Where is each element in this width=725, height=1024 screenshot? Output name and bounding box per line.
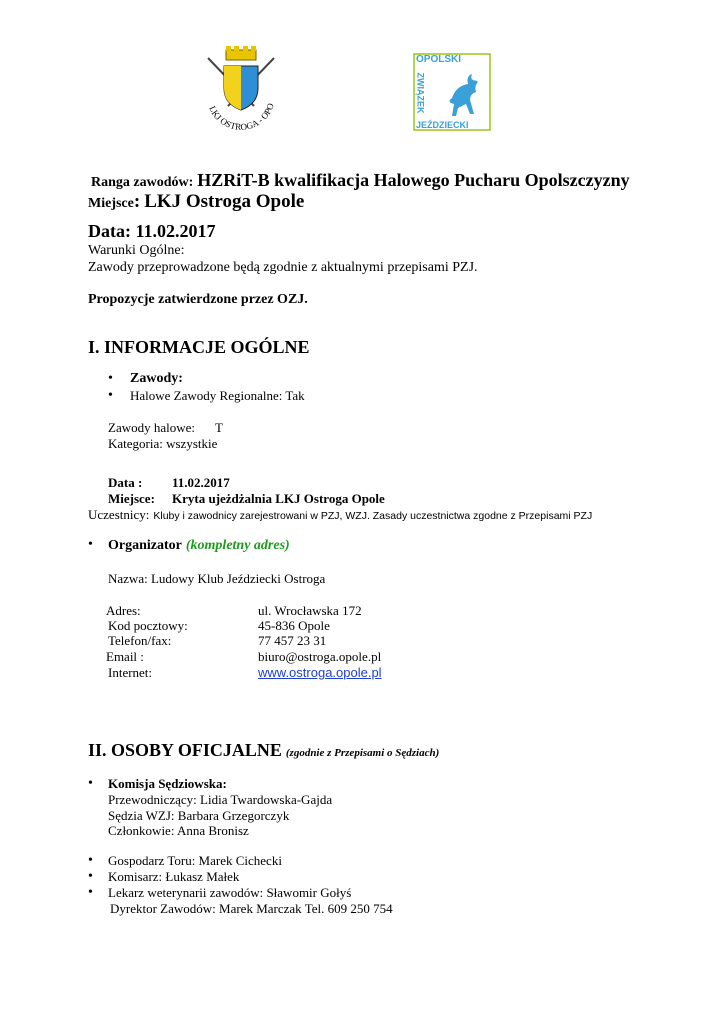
postal-code-value: 45-836 Opole (258, 618, 330, 633)
course-manager: Gospodarz Toru: Marek Cichecki (108, 853, 282, 868)
event-place-value: Kryta ujeżdżalnia LKJ Ostroga Opole (172, 491, 385, 506)
bullet-icon: • (88, 776, 93, 791)
warunki-title: Warunki Ogólne: (88, 243, 185, 258)
miejsce-label: Miejsce (88, 196, 134, 211)
director: Dyrektor Zawodów: Marek Marczak Tel. 609 250 754 (110, 901, 393, 916)
section2-heading: II. OSOBY OFICJALNE (88, 740, 282, 760)
email-value: biuro@ostroga.opole.pl (258, 649, 382, 664)
section2-heading-line (88, 740, 439, 761)
uczestnicy-text: Kluby i zawodnicy zarejestrowani w PZJ, WZJ. Zasady uczestnictwa zgodne z Przepisami PZJ (153, 510, 593, 522)
internet-label: Internet: (108, 665, 153, 680)
zawody-halowe-label: Zawody halowe: (108, 420, 196, 435)
uczestnicy-line (88, 506, 592, 524)
bullet-icon: • (88, 853, 93, 868)
zawody-halowe-value: T (215, 420, 223, 435)
email-label: Email : (106, 649, 144, 664)
kategoria: Kategoria: wszystkie (108, 436, 218, 451)
miejsce-value: LKJ Ostroga Opole (144, 191, 305, 212)
propozycje-note: Propozycje zatwierdzone przez OZJ. (88, 292, 308, 307)
federation-logo-line2: ZWIĄZEK (415, 72, 426, 114)
miejsce-colon: : (133, 191, 141, 212)
section1-heading: I. INFORMACJE OGÓLNE (88, 337, 310, 357)
bullet-icon: • (108, 388, 113, 403)
zawody-label: Zawody: (130, 371, 183, 386)
veterinarian: Lekarz weterynarii zawodów: Sławomir Gołyś (108, 885, 352, 900)
komisja-chair: Przewodniczący: Lidia Twardowska-Gajda (108, 792, 333, 807)
commissioner: Komisarz: Łukasz Małek (108, 869, 240, 884)
organizator-note: (kompletny adres) (185, 538, 290, 553)
bullet-icon: • (88, 869, 93, 884)
data-heading: Data: 11.02.2017 (88, 221, 216, 241)
organizator-line (108, 536, 290, 554)
event-date-value: 11.02.2017 (172, 475, 230, 490)
komisja-title: Komisja Sędziowska: (108, 776, 227, 791)
federation-logo-line3: JEŹDZIECKI (416, 120, 469, 130)
svg-text:LKJ OSTROGA - OPOLE: LKJ OSTROGA - OPO (207, 101, 276, 132)
event-date-label: Data : (108, 475, 143, 490)
address-label: Adres: (106, 603, 141, 618)
komisja-judge: Sędzia WZJ: Barbara Grzegorczyk (108, 808, 290, 823)
miejsce-line (88, 191, 304, 213)
komisja-members: Członkowie: Anna Bronisz (108, 823, 249, 838)
ranga-label: Ranga zawodów: (91, 175, 194, 190)
ranga-value: HZRiT-B kwalifikacja Halowego Pucharu Opolszczyzny (197, 170, 630, 190)
organizer-name: Nazwa: Ludowy Klub Jeździecki Ostroga (108, 571, 326, 586)
bullet-icon: • (88, 885, 93, 900)
club-logo (196, 44, 286, 144)
postal-code-label: Kod pocztowy: (108, 618, 188, 633)
phone-value: 77 457 23 31 (258, 633, 327, 648)
ranga-line (91, 170, 630, 191)
bullet-icon: • (88, 537, 93, 552)
bullet-icon: • (108, 371, 113, 386)
federation-logo (412, 52, 494, 134)
event-place-label: Miejsce: (108, 491, 155, 506)
federation-logo-line1: OPOLSKI (416, 54, 462, 65)
organizator-label: Organizator (108, 538, 182, 553)
website-link[interactable]: www.ostroga.opole.pl (258, 665, 382, 680)
address-value: ul. Wrocławska 172 (258, 603, 362, 618)
halowe-regionalne: Halowe Zawody Regionalne: Tak (130, 388, 305, 403)
uczestnicy-label: Uczestnicy: (88, 507, 150, 522)
warunki-text: Zawody przeprowadzone będą zgodnie z aktualnymi przepisami PZJ. (88, 260, 478, 275)
section2-heading-note: (zgodnie z Przepisami o Sędziach) (285, 747, 440, 759)
phone-label: Telefon/fax: (108, 633, 172, 648)
